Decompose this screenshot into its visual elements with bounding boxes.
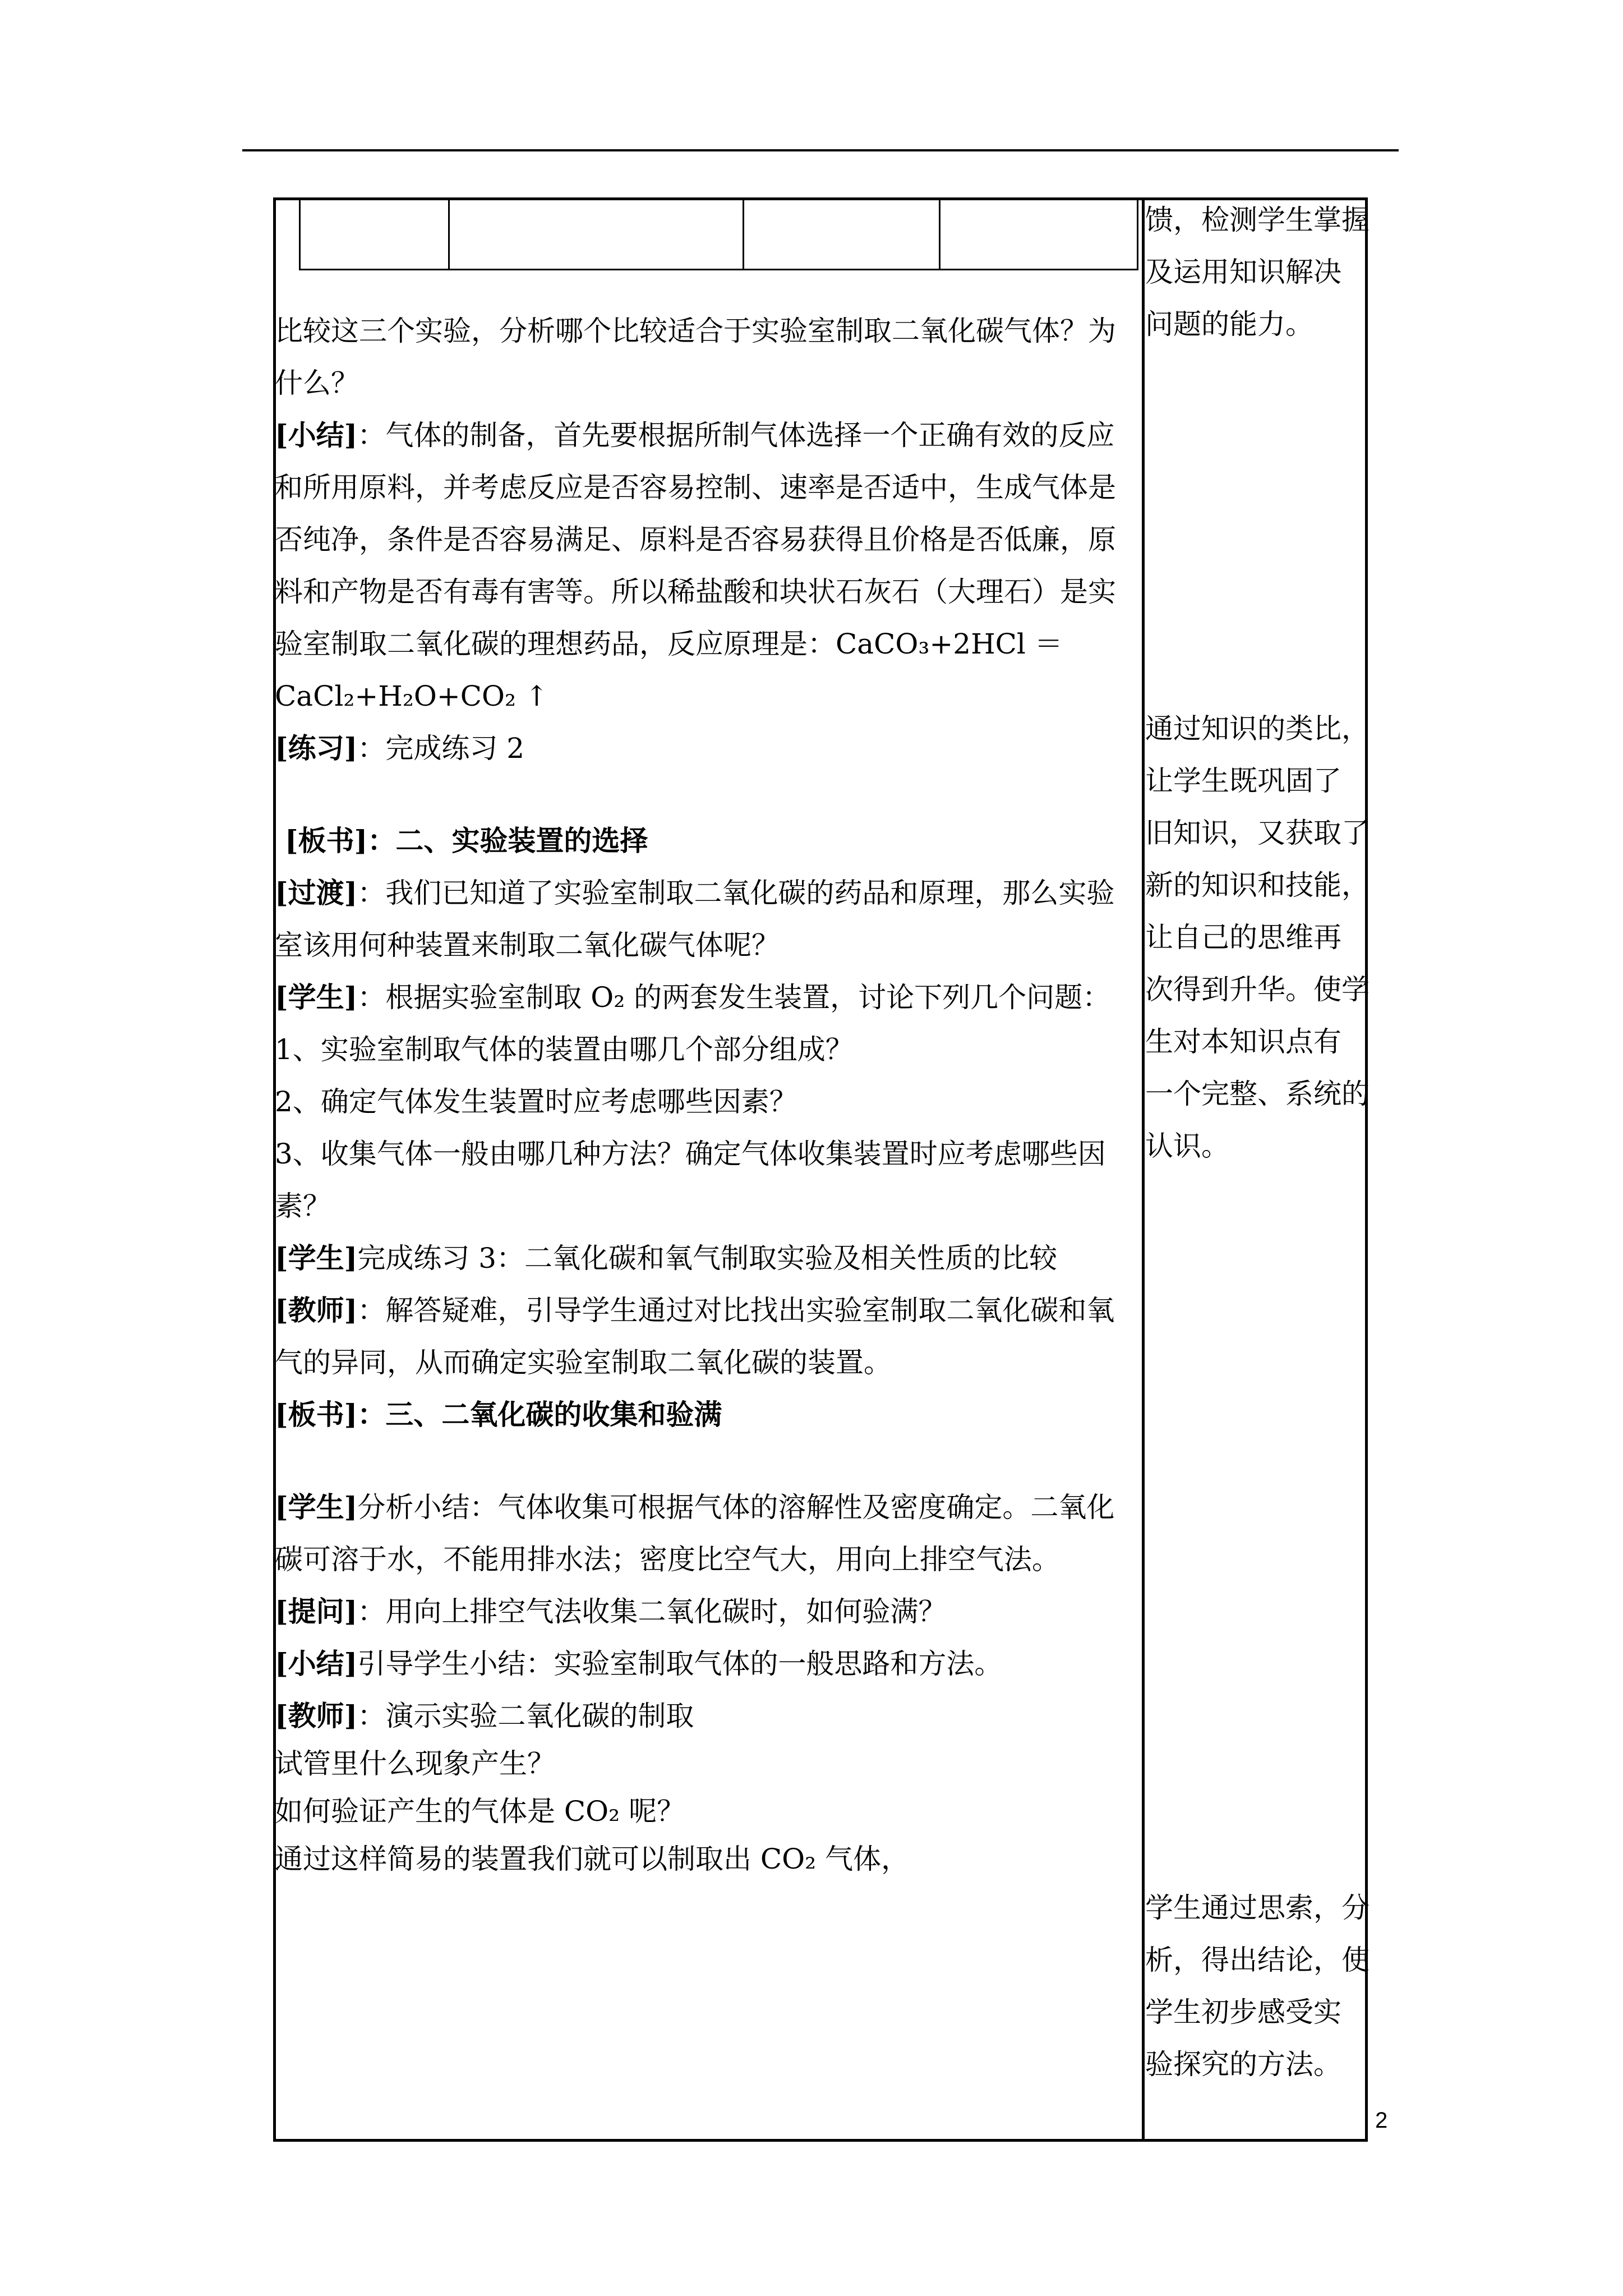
section-tag: [提问]	[275, 1595, 358, 1628]
side-text-line: 析，得出结论，使	[1145, 1944, 1370, 1976]
text-line	[275, 1699, 694, 1733]
text-line: 室该用何种装置来制取二氧化碳气体呢？	[275, 929, 780, 961]
text-line: 验室制取二氧化碳的理想药品，反应原理是：CaCO₃+2HCl ＝	[275, 628, 1063, 660]
header-rule	[242, 149, 1399, 151]
page-number: 2	[1375, 2108, 1388, 2133]
text-line: 否纯净，条件是否容易满足、原料是否容易获得且价格是否低廉，原	[275, 523, 1116, 556]
text-span: 分析小结：气体收集可根据气体的溶解性及密度确定。二氧化	[357, 1491, 1115, 1524]
text-span: ：我们已知道了实验室制取二氧化碳的药品和原理，那么实验	[357, 877, 1115, 909]
table-cell	[940, 197, 1137, 269]
text-line: 气的异同，从而确定实验室制取二氧化碳的装置。	[275, 1346, 892, 1379]
section-tag: [练习]	[275, 731, 358, 765]
section-tag: [过渡]	[275, 876, 358, 909]
text-line: 和所用原料，并考虑反应是否容易控制、速率是否适中，生成气体是	[275, 471, 1116, 504]
text-line: 2、确定气体发生装置时应考虑哪些因素？	[275, 1085, 797, 1118]
text-line	[275, 418, 1114, 452]
section-tag: [学生]	[275, 1490, 358, 1524]
column-divider	[1142, 197, 1145, 2142]
text-span: ：解答疑难，引导学生通过对比找出实验室制取二氧化碳和氧	[357, 1294, 1115, 1327]
side-text-line: 让学生既巩固了	[1145, 765, 1341, 797]
text-line: 碳可溶于水，不能用排水法；密度比空气大，用向上排空气法。	[275, 1543, 1060, 1576]
side-text-line: 馈，检测学生掌握	[1145, 204, 1370, 236]
section-tag: [学生]	[275, 1241, 358, 1274]
text-span: ：演示实验二氧化碳的制取	[357, 1700, 694, 1732]
side-text-line: 新的知识和技能，	[1145, 869, 1370, 901]
side-text-line: 学生初步感受实	[1145, 1996, 1341, 2028]
side-text-line: 通过知识的类比，	[1145, 712, 1370, 745]
board-heading: [板书]：三、二氧化碳的收集和验满	[275, 1398, 722, 1431]
chemical-equation: CaCl₂+H₂O+CO₂ ↑	[275, 680, 548, 712]
side-text-line: 一个完整、系统的	[1145, 1078, 1370, 1110]
text-line: 1、实验室制取气体的装置由哪几个部分组成？	[275, 1033, 854, 1066]
text-line	[275, 1294, 1114, 1327]
text-line	[275, 1241, 1057, 1275]
side-text-line: 让自己的思维再	[1145, 921, 1341, 954]
text-span: ：用向上排空气法收集二氧化碳时，如何验满？	[357, 1595, 947, 1628]
side-text-line: 认识。	[1145, 1130, 1229, 1162]
text-line	[275, 876, 1114, 910]
text-line: 试管里什么现象产生？	[275, 1747, 555, 1780]
text-line	[275, 1647, 1002, 1681]
section-tag: [小结]	[275, 1647, 358, 1680]
side-text-line: 验探究的方法。	[1145, 2048, 1341, 2081]
text-line	[275, 731, 524, 765]
text-line: 3、收集气体一般由哪几种方法？确定气体收集装置时应考虑哪些因	[275, 1138, 1106, 1170]
text-line: 料和产物是否有毒有害等。所以稀盐酸和块状石灰石（大理石）是实	[275, 576, 1116, 608]
section-tag: [小结]	[275, 418, 358, 452]
table-cell	[744, 197, 941, 269]
text-line: 什么？	[275, 367, 359, 399]
text-line: 比较这三个实验，分析哪个比较适合于实验室制取二氧化碳气体？为	[275, 315, 1116, 347]
text-span: ：完成练习 2	[357, 732, 525, 765]
text-line	[275, 981, 1110, 1014]
side-text-line: 旧知识，又获取了	[1145, 817, 1370, 849]
side-text-line: 问题的能力。	[1145, 308, 1313, 341]
side-text-line: 及运用知识解决	[1145, 256, 1341, 288]
text-line	[275, 1595, 946, 1628]
section-tag: [教师]	[275, 1699, 358, 1732]
board-heading: [板书]：二、实验装置的选择	[285, 824, 648, 857]
side-text-line: 次得到升华。使学	[1145, 973, 1370, 1006]
section-tag: [教师]	[275, 1294, 358, 1327]
text-span: 引导学生小结：实验室制取气体的一般思路和方法。	[357, 1648, 1003, 1680]
text-line	[275, 1490, 1114, 1524]
side-text-line: 学生通过思索，分	[1145, 1892, 1370, 1924]
table-cell	[450, 197, 744, 269]
text-line: 如何验证产生的气体是 CO₂ 呢？	[275, 1795, 685, 1828]
text-span: ：气体的制备，首先要根据所制气体选择一个正确有效的反应	[357, 419, 1115, 452]
table-cell	[301, 197, 450, 269]
side-text-line: 生对本知识点有	[1145, 1025, 1341, 1058]
comparison-table-remnant	[299, 197, 1138, 270]
text-line: 通过这样简易的装置我们就可以制取出 CO₂ 气体，	[275, 1843, 910, 1875]
text-span: ：根据实验室制取 O₂ 的两套发生装置，讨论下列几个问题：	[357, 981, 1111, 1014]
section-tag: [学生]	[275, 981, 358, 1014]
text-span: 完成练习 3：二氧化碳和氧气制取实验及相关性质的比较	[357, 1242, 1058, 1274]
text-line: 素？	[275, 1190, 331, 1222]
